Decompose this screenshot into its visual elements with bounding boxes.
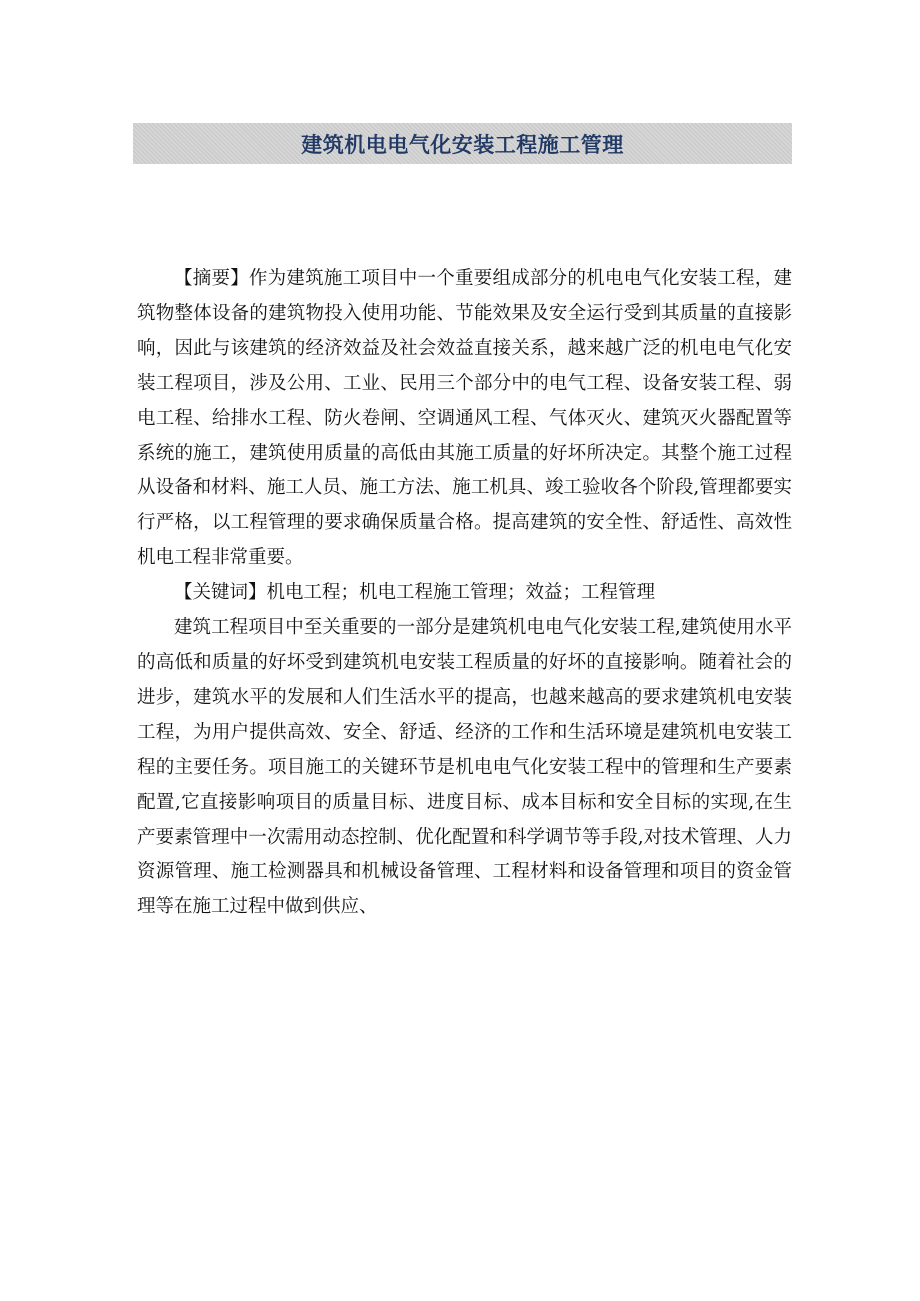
keywords-paragraph: 【关键词】机电工程；机电工程施工管理；效益；工程管理 (174, 582, 656, 604)
document-title: 建筑机电电气化安装工程施工管理 (301, 132, 624, 157)
abstract-paragraph: 【摘要】作为建筑施工项目中一个重要组成部分的机电电气化安装工程，建筑物整体设备的建筑物投入使用功能、节能效果及安全运行受到其质量的直接影响，因此与该建筑的经济效益及社会效益直接关系，越来越广泛的机电电气化安装工程项目，涉及公用、工业、民用三个部分中的电气工程、设备安装工程、弱电工程、给排水工程、防火卷闸、空调通风工程、气体灭火、建筑灭火器配置等系统的施工，建筑使用质量的高低由其施工质量的好坏所决定。其整个施工过程从设备和材料、施工人员、施工方法、施工机具、竣工验收各个阶段,管理都要实行严格，以工程管理的要求确保质量合格。提高建筑的安全性、舒适性、高效性机电工程非常重要。 (137, 268, 792, 569)
body-paragraph: 建筑工程项目中至关重要的一部分是建筑机电电气化安装工程,建筑使用水平的高低和质量的好坏受到建筑机电安装工程质量的好坏的直接影响。随着社会的进步，建筑水平的发展和人们生活水平的提高，也越来越高的要求建筑机电安装工程，为用户提供高效、安全、舒适、经济的工作和生活环境是建筑机电安装工程的主要任务。项目施工的关键环节是机电电气化安装工程中的管理和生产要素配置,它直接影响项目的质量目标、进度目标、成本目标和安全目标的实现,在生产要素管理中一次需用动态控制、优化配置和科学调节等手段,对技术管理、人力资源管理、施工检测器具和机械设备管理、工程材料和设备管理和项目的资金管理等在施工过程中做到供应、 (137, 617, 792, 918)
title-banner (133, 123, 792, 164)
document-body (137, 262, 792, 925)
